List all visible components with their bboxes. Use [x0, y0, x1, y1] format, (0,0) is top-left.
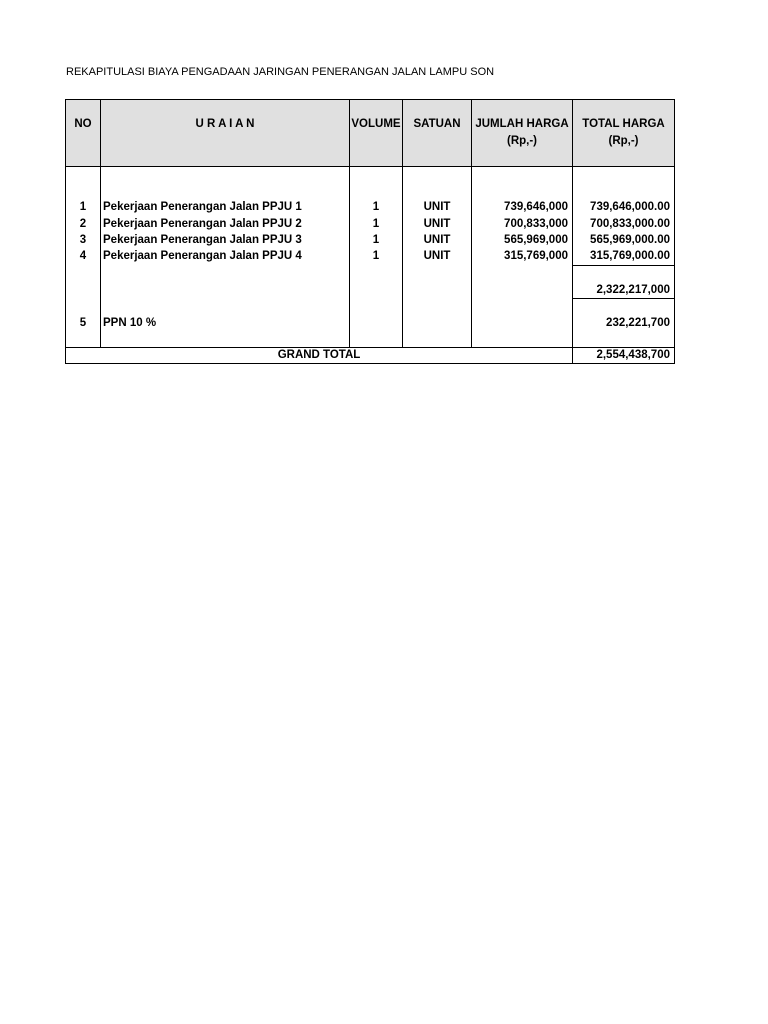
header-satuan: SATUAN [413, 118, 461, 130]
row-4-uraian: Pekerjaan Penerangan Jalan PPJU 4 [103, 250, 302, 262]
header-total-harga: TOTAL HARGA [582, 118, 665, 130]
row-4-no: 4 [79, 250, 87, 262]
ppn-no: 5 [79, 317, 87, 329]
row-3-total-harga: 565,969,000.00 [590, 234, 670, 246]
header-total-harga-unit: (Rp,-) [608, 135, 639, 147]
row-3-no: 3 [79, 234, 87, 246]
header-jumlah-harga: JUMLAH HARGA [475, 118, 569, 130]
header-uraian: U R A I A N [195, 118, 255, 130]
header-volume: VOLUME [351, 118, 401, 130]
col-sep-no-uraian [100, 99, 101, 347]
row-2-uraian: Pekerjaan Penerangan Jalan PPJU 2 [103, 218, 302, 230]
row-1-satuan: UNIT [423, 201, 451, 213]
document-title: REKAPITULASI BIAYA PENGADAAN JARINGAN PENERANGAN JALAN LAMPU SON [66, 66, 495, 78]
header-bottom-border [65, 166, 675, 167]
header-no: NO [74, 118, 92, 130]
row-2-jumlah-harga: 700,833,000 [504, 218, 568, 230]
row-3-volume: 1 [372, 234, 380, 246]
row-1-uraian: Pekerjaan Penerangan Jalan PPJU 1 [103, 201, 302, 213]
row-1-volume: 1 [372, 201, 380, 213]
row-4-satuan: UNIT [423, 250, 451, 262]
row-3-uraian: Pekerjaan Penerangan Jalan PPJU 3 [103, 234, 302, 246]
row-4-total-harga: 315,769,000.00 [590, 250, 670, 262]
grand-total-label: GRAND TOTAL [277, 349, 361, 361]
row-2-total-harga: 700,833,000.00 [590, 218, 670, 230]
row-2-satuan: UNIT [423, 218, 451, 230]
table-bottom-border [65, 363, 675, 364]
subtotal-bottom-border [572, 298, 675, 299]
row-4-volume: 1 [372, 250, 380, 262]
row-4-jumlah-harga: 315,769,000 [504, 250, 568, 262]
row-1-no: 1 [79, 201, 87, 213]
row-1-total-harga: 739,646,000.00 [590, 201, 670, 213]
row-1-jumlah-harga: 739,646,000 [504, 201, 568, 213]
subtotal-top-border [572, 265, 675, 266]
grand-total-value: 2,554,438,700 [596, 349, 670, 361]
table-top-border [65, 99, 675, 100]
ppn-uraian: PPN 10 % [103, 317, 157, 329]
row-2-no: 2 [79, 218, 87, 230]
row-3-jumlah-harga: 565,969,000 [504, 234, 568, 246]
row-3-satuan: UNIT [423, 234, 451, 246]
table-right-border [674, 99, 675, 364]
row-2-volume: 1 [372, 218, 380, 230]
header-jumlah-harga-unit: (Rp,-) [506, 135, 537, 147]
subtotal-value: 2,322,217,000 [596, 284, 670, 296]
ppn-total-harga: 232,221,700 [606, 317, 670, 329]
